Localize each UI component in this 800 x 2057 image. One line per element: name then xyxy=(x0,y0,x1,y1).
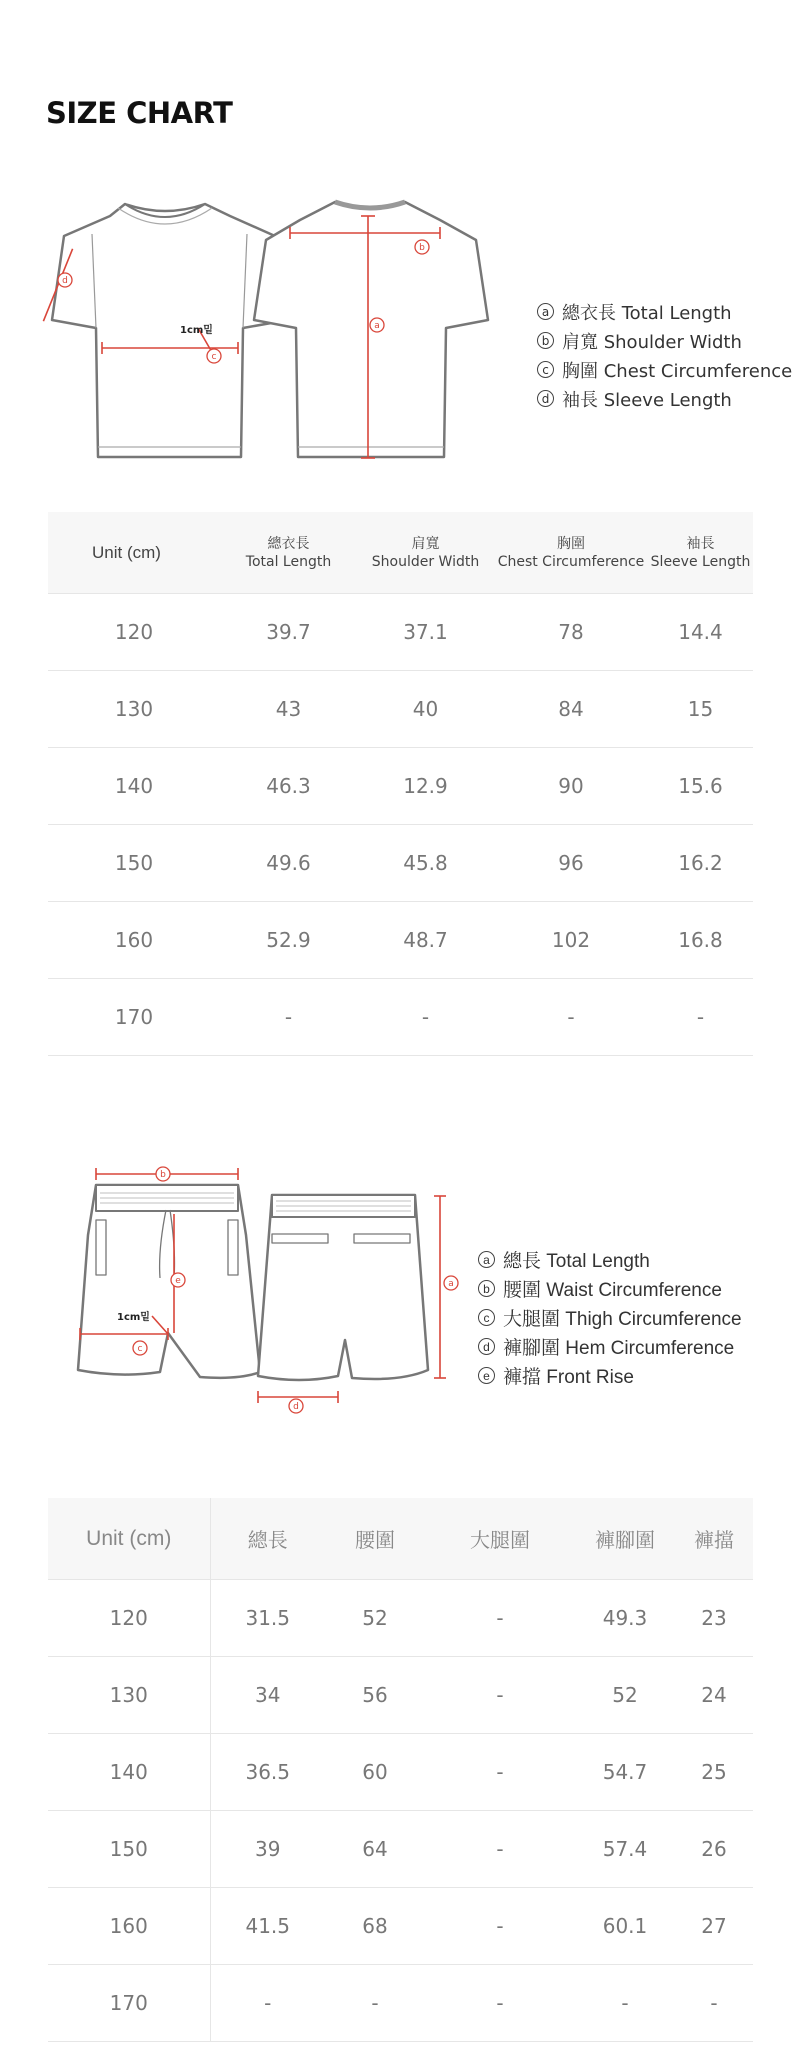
table-cell: 140 xyxy=(48,1734,210,1811)
table-cell: 45.8 xyxy=(357,825,494,902)
mark-a-label: a xyxy=(374,321,380,331)
legend-text: 褲擋 Front Rise xyxy=(503,1367,634,1388)
table-row xyxy=(48,825,753,902)
table-cell: - xyxy=(220,979,357,1056)
legend-text: 肩寬 Shoulder Width xyxy=(562,331,742,353)
table-cell: 90 xyxy=(494,748,648,825)
table-cell: 34 xyxy=(210,1657,325,1734)
table-cell: 49.3 xyxy=(575,1580,675,1657)
header-front-rise: 褲擋 xyxy=(675,1498,753,1580)
table-cell: 130 xyxy=(48,671,220,748)
table-cell: 54.7 xyxy=(575,1734,675,1811)
legend-item xyxy=(478,1303,742,1332)
circle-a-icon: a xyxy=(537,303,554,320)
table-cell: 64 xyxy=(325,1811,425,1888)
circle-d-icon: d xyxy=(478,1338,495,1355)
circle-c-icon: c xyxy=(537,361,554,378)
legend-item xyxy=(478,1274,742,1303)
mark-c-label: c xyxy=(137,1344,143,1354)
table-cell: 52 xyxy=(325,1580,425,1657)
table-cell: 68 xyxy=(325,1888,425,1965)
table-cell: 60 xyxy=(325,1734,425,1811)
table-cell: 49.6 xyxy=(220,825,357,902)
table-row xyxy=(48,1734,753,1811)
legend-text: 總衣長 Total Length xyxy=(562,302,732,324)
table-cell: 150 xyxy=(48,825,220,902)
shorts-legend xyxy=(478,1245,742,1390)
table-header-row xyxy=(48,1498,753,1580)
legend-text: 胸圍 Chest Circumference xyxy=(562,360,793,382)
table-row xyxy=(48,1657,753,1734)
legend-text: 袖長 Sleeve Length xyxy=(562,389,732,411)
table-cell: 102 xyxy=(494,902,648,979)
table-cell: - xyxy=(425,1657,575,1734)
tshirt-size-table xyxy=(48,512,753,1056)
unit-header: Unit (cm) xyxy=(48,512,220,594)
table-cell: - xyxy=(648,979,753,1056)
table-cell: - xyxy=(425,1888,575,1965)
table-cell: 26 xyxy=(675,1811,753,1888)
table-cell: 96 xyxy=(494,825,648,902)
table-cell: 48.7 xyxy=(357,902,494,979)
below-armpit-note: 1cm밑 xyxy=(180,325,213,336)
shorts-size-table xyxy=(48,1498,753,2042)
mark-d-label: d xyxy=(293,1402,299,1412)
table-cell: 15.6 xyxy=(648,748,753,825)
table-cell: 39 xyxy=(210,1811,325,1888)
table-cell: 60.1 xyxy=(575,1888,675,1965)
circle-d-icon: d xyxy=(537,390,554,407)
table-cell: 120 xyxy=(48,594,220,671)
table-row xyxy=(48,1888,753,1965)
table-row xyxy=(48,748,753,825)
legend-item xyxy=(537,355,792,384)
legend-item xyxy=(537,297,792,326)
mark-a-label: a xyxy=(448,1279,454,1289)
legend-item xyxy=(537,326,792,355)
circle-a-icon: a xyxy=(478,1251,495,1268)
header-sleeve-length: 袖長 Sleeve Length xyxy=(648,512,753,594)
legend-item xyxy=(478,1332,742,1361)
table-cell: 52 xyxy=(575,1657,675,1734)
table-cell: 25 xyxy=(675,1734,753,1811)
legend-item xyxy=(537,384,792,413)
table-cell: - xyxy=(575,1965,675,2042)
table-cell: - xyxy=(494,979,648,1056)
header-total-length: 總衣長 Total Length xyxy=(220,512,357,594)
below-crotch-note: 1cm밑 xyxy=(117,1312,150,1323)
table-cell: 57.4 xyxy=(575,1811,675,1888)
table-row xyxy=(48,902,753,979)
legend-text: 腰圍 Waist Circumference xyxy=(503,1280,722,1301)
header-hem: 褲腳圍 xyxy=(575,1498,675,1580)
table-cell: 120 xyxy=(48,1580,210,1657)
shorts-back-drawing xyxy=(258,1195,428,1380)
mark-d-label: d xyxy=(62,276,68,286)
page-title: SIZE CHART xyxy=(46,96,233,130)
table-cell: - xyxy=(325,1965,425,2042)
tshirt-legend xyxy=(537,297,792,413)
table-cell: 24 xyxy=(675,1657,753,1734)
table-cell: 130 xyxy=(48,1657,210,1734)
mark-e-label: e xyxy=(175,1276,181,1286)
shorts-front-drawing xyxy=(78,1185,260,1378)
table-cell: 37.1 xyxy=(357,594,494,671)
legend-text: 褲腳圍 Hem Circumference xyxy=(503,1338,735,1359)
table-cell: 31.5 xyxy=(210,1580,325,1657)
mark-b-label: b xyxy=(419,243,425,253)
table-cell: 140 xyxy=(48,748,220,825)
table-cell: 14.4 xyxy=(648,594,753,671)
table-cell: 16.8 xyxy=(648,902,753,979)
unit-header: Unit (cm) xyxy=(48,1498,210,1580)
table-cell: 23 xyxy=(675,1580,753,1657)
legend-item xyxy=(478,1245,742,1274)
table-cell: - xyxy=(425,1580,575,1657)
table-cell: 78 xyxy=(494,594,648,671)
table-cell: - xyxy=(425,1811,575,1888)
table-cell: 16.2 xyxy=(648,825,753,902)
table-header-row xyxy=(48,512,753,594)
table-row xyxy=(48,1580,753,1657)
table-cell: 84 xyxy=(494,671,648,748)
table-cell: 170 xyxy=(48,1965,210,2042)
mark-c-label: c xyxy=(211,352,217,362)
table-cell: 27 xyxy=(675,1888,753,1965)
header-thigh: 大腿圍 xyxy=(425,1498,575,1580)
table-cell: 15 xyxy=(648,671,753,748)
header-total-length: 總長 xyxy=(210,1498,325,1580)
mark-b-label: b xyxy=(160,1170,166,1180)
table-cell: 36.5 xyxy=(210,1734,325,1811)
table-cell: 160 xyxy=(48,902,220,979)
circle-b-icon: b xyxy=(478,1280,495,1297)
table-cell: 41.5 xyxy=(210,1888,325,1965)
table-cell: 52.9 xyxy=(220,902,357,979)
table-cell: 46.3 xyxy=(220,748,357,825)
table-cell: - xyxy=(357,979,494,1056)
table-cell: 40 xyxy=(357,671,494,748)
table-row xyxy=(48,979,753,1056)
table-row xyxy=(48,671,753,748)
circle-b-icon: b xyxy=(537,332,554,349)
legend-item xyxy=(478,1361,742,1390)
table-cell: 56 xyxy=(325,1657,425,1734)
table-row xyxy=(48,1965,753,2042)
table-cell: 39.7 xyxy=(220,594,357,671)
header-shoulder-width: 肩寬 Shoulder Width xyxy=(357,512,494,594)
circle-e-icon: e xyxy=(478,1367,495,1384)
legend-text: 大腿圍 Thigh Circumference xyxy=(503,1309,742,1330)
table-cell: 160 xyxy=(48,1888,210,1965)
table-row xyxy=(48,1811,753,1888)
legend-text: 總長 Total Length xyxy=(503,1251,650,1272)
table-cell: 12.9 xyxy=(357,748,494,825)
header-waist: 腰圍 xyxy=(325,1498,425,1580)
table-cell: 150 xyxy=(48,1811,210,1888)
table-cell: - xyxy=(210,1965,325,2042)
header-chest: 胸圍 Chest Circumference xyxy=(494,512,648,594)
tshirt-front-drawing xyxy=(52,204,288,457)
table-cell: 170 xyxy=(48,979,220,1056)
table-cell: - xyxy=(675,1965,753,2042)
circle-c-icon: c xyxy=(478,1309,495,1326)
table-cell: - xyxy=(425,1965,575,2042)
table-row xyxy=(48,594,753,671)
table-cell: 43 xyxy=(220,671,357,748)
table-cell: - xyxy=(425,1734,575,1811)
